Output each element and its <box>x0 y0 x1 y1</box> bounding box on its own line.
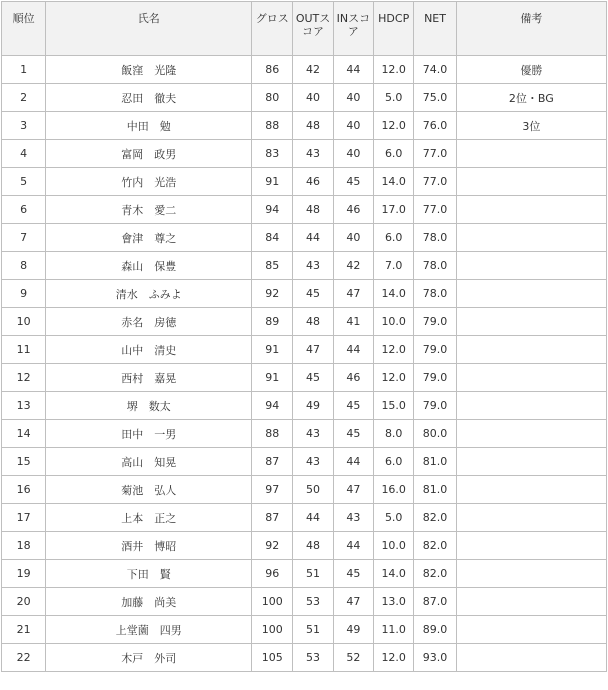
table-row <box>2 476 607 504</box>
cell-net: 77.0 <box>414 196 456 224</box>
cell-rank: 6 <box>2 196 46 224</box>
table-body <box>2 56 607 672</box>
cell-rank: 15 <box>2 448 46 476</box>
table-row <box>2 252 607 280</box>
table-row <box>2 364 607 392</box>
cell-net: 74.0 <box>414 56 456 84</box>
cell-name: 上堂薗 四男 <box>46 616 252 644</box>
cell-hdcp: 14.0 <box>374 560 414 588</box>
cell-name: 中田 勉 <box>46 112 252 140</box>
cell-hdcp: 12.0 <box>374 336 414 364</box>
header-gross: グロス <box>252 2 293 56</box>
table-row <box>2 112 607 140</box>
cell-rank: 12 <box>2 364 46 392</box>
cell-hdcp: 14.0 <box>374 280 414 308</box>
cell-in-score: 44 <box>333 532 373 560</box>
cell-gross: 88 <box>252 420 293 448</box>
cell-hdcp: 5.0 <box>374 84 414 112</box>
cell-name: 青木 愛二 <box>46 196 252 224</box>
cell-rank: 13 <box>2 392 46 420</box>
cell-note <box>456 448 606 476</box>
cell-hdcp: 6.0 <box>374 140 414 168</box>
cell-in-score: 45 <box>333 420 373 448</box>
cell-gross: 105 <box>252 644 293 672</box>
cell-gross: 86 <box>252 56 293 84</box>
cell-in-score: 44 <box>333 56 373 84</box>
table-header <box>2 2 607 56</box>
cell-name: 菊池 弘人 <box>46 476 252 504</box>
header-net: NET <box>414 2 456 56</box>
cell-net: 77.0 <box>414 168 456 196</box>
cell-out-score: 46 <box>293 168 333 196</box>
cell-rank: 4 <box>2 140 46 168</box>
table-row <box>2 616 607 644</box>
cell-name: 森山 保豊 <box>46 252 252 280</box>
table-row <box>2 196 607 224</box>
cell-hdcp: 12.0 <box>374 644 414 672</box>
cell-net: 87.0 <box>414 588 456 616</box>
header-in-score: INスコア <box>333 2 373 56</box>
cell-rank: 8 <box>2 252 46 280</box>
cell-out-score: 45 <box>293 280 333 308</box>
cell-net: 77.0 <box>414 140 456 168</box>
cell-out-score: 48 <box>293 308 333 336</box>
cell-in-score: 49 <box>333 616 373 644</box>
cell-in-score: 45 <box>333 168 373 196</box>
cell-out-score: 44 <box>293 504 333 532</box>
header-note: 備考 <box>456 2 606 56</box>
table-row <box>2 560 607 588</box>
cell-note <box>456 504 606 532</box>
cell-note <box>456 616 606 644</box>
cell-net: 93.0 <box>414 644 456 672</box>
cell-note <box>456 588 606 616</box>
cell-in-score: 45 <box>333 392 373 420</box>
table-row <box>2 504 607 532</box>
table-row <box>2 84 607 112</box>
cell-out-score: 44 <box>293 224 333 252</box>
table-row <box>2 420 607 448</box>
cell-rank: 3 <box>2 112 46 140</box>
cell-rank: 2 <box>2 84 46 112</box>
cell-hdcp: 17.0 <box>374 196 414 224</box>
cell-gross: 80 <box>252 84 293 112</box>
cell-out-score: 45 <box>293 364 333 392</box>
cell-out-score: 48 <box>293 532 333 560</box>
cell-rank: 1 <box>2 56 46 84</box>
cell-out-score: 48 <box>293 112 333 140</box>
cell-hdcp: 14.0 <box>374 168 414 196</box>
cell-out-score: 48 <box>293 196 333 224</box>
cell-out-score: 43 <box>293 448 333 476</box>
cell-gross: 91 <box>252 336 293 364</box>
cell-rank: 22 <box>2 644 46 672</box>
cell-name: 西村 嘉晃 <box>46 364 252 392</box>
cell-out-score: 40 <box>293 84 333 112</box>
cell-net: 79.0 <box>414 392 456 420</box>
cell-hdcp: 11.0 <box>374 616 414 644</box>
table-row <box>2 644 607 672</box>
cell-hdcp: 10.0 <box>374 532 414 560</box>
table-row <box>2 588 607 616</box>
cell-note <box>456 308 606 336</box>
cell-rank: 10 <box>2 308 46 336</box>
cell-name: 上本 正之 <box>46 504 252 532</box>
table-row <box>2 224 607 252</box>
cell-note <box>456 196 606 224</box>
cell-hdcp: 12.0 <box>374 364 414 392</box>
cell-name: 清水 ふみよ <box>46 280 252 308</box>
cell-out-score: 53 <box>293 644 333 672</box>
cell-out-score: 49 <box>293 392 333 420</box>
cell-gross: 87 <box>252 504 293 532</box>
cell-gross: 97 <box>252 476 293 504</box>
cell-net: 78.0 <box>414 252 456 280</box>
cell-hdcp: 15.0 <box>374 392 414 420</box>
cell-in-score: 42 <box>333 252 373 280</box>
cell-in-score: 40 <box>333 112 373 140</box>
cell-rank: 20 <box>2 588 46 616</box>
cell-name: 田中 一男 <box>46 420 252 448</box>
cell-note <box>456 532 606 560</box>
cell-hdcp: 16.0 <box>374 476 414 504</box>
cell-note: 3位 <box>456 112 606 140</box>
cell-in-score: 43 <box>333 504 373 532</box>
cell-rank: 11 <box>2 336 46 364</box>
header-row <box>2 2 607 56</box>
cell-gross: 92 <box>252 532 293 560</box>
cell-in-score: 44 <box>333 336 373 364</box>
cell-gross: 83 <box>252 140 293 168</box>
table-row <box>2 448 607 476</box>
cell-gross: 87 <box>252 448 293 476</box>
cell-note: 優勝 <box>456 56 606 84</box>
cell-gross: 94 <box>252 196 293 224</box>
cell-note <box>456 476 606 504</box>
table-row <box>2 168 607 196</box>
cell-rank: 18 <box>2 532 46 560</box>
header-name: 氏名 <box>46 2 252 56</box>
cell-hdcp: 7.0 <box>374 252 414 280</box>
cell-in-score: 47 <box>333 280 373 308</box>
cell-note <box>456 252 606 280</box>
cell-out-score: 53 <box>293 588 333 616</box>
cell-name: 堺 数太 <box>46 392 252 420</box>
cell-hdcp: 6.0 <box>374 224 414 252</box>
cell-name: 高山 知晃 <box>46 448 252 476</box>
cell-rank: 9 <box>2 280 46 308</box>
cell-hdcp: 5.0 <box>374 504 414 532</box>
cell-gross: 85 <box>252 252 293 280</box>
cell-net: 81.0 <box>414 448 456 476</box>
cell-gross: 91 <box>252 168 293 196</box>
cell-name: 會津 尊之 <box>46 224 252 252</box>
cell-gross: 88 <box>252 112 293 140</box>
cell-name: 赤名 房徳 <box>46 308 252 336</box>
cell-rank: 7 <box>2 224 46 252</box>
cell-in-score: 45 <box>333 560 373 588</box>
cell-note <box>456 336 606 364</box>
cell-note <box>456 364 606 392</box>
cell-name: 下田 賢 <box>46 560 252 588</box>
cell-in-score: 40 <box>333 140 373 168</box>
cell-out-score: 51 <box>293 616 333 644</box>
cell-out-score: 43 <box>293 420 333 448</box>
table-row <box>2 308 607 336</box>
cell-name: 山中 清史 <box>46 336 252 364</box>
cell-in-score: 52 <box>333 644 373 672</box>
cell-net: 79.0 <box>414 364 456 392</box>
cell-in-score: 46 <box>333 196 373 224</box>
cell-name: 富岡 政男 <box>46 140 252 168</box>
cell-note <box>456 280 606 308</box>
cell-hdcp: 8.0 <box>374 420 414 448</box>
cell-gross: 91 <box>252 364 293 392</box>
cell-net: 89.0 <box>414 616 456 644</box>
cell-note <box>456 560 606 588</box>
cell-out-score: 43 <box>293 140 333 168</box>
cell-net: 79.0 <box>414 336 456 364</box>
cell-rank: 16 <box>2 476 46 504</box>
cell-note <box>456 224 606 252</box>
cell-name: 加藤 尚美 <box>46 588 252 616</box>
cell-out-score: 42 <box>293 56 333 84</box>
cell-out-score: 43 <box>293 252 333 280</box>
cell-hdcp: 12.0 <box>374 112 414 140</box>
cell-rank: 17 <box>2 504 46 532</box>
cell-gross: 89 <box>252 308 293 336</box>
cell-net: 78.0 <box>414 224 456 252</box>
header-rank: 順位 <box>2 2 46 56</box>
cell-net: 82.0 <box>414 560 456 588</box>
cell-rank: 21 <box>2 616 46 644</box>
cell-in-score: 40 <box>333 224 373 252</box>
cell-net: 79.0 <box>414 308 456 336</box>
cell-gross: 84 <box>252 224 293 252</box>
table-row <box>2 392 607 420</box>
cell-in-score: 47 <box>333 476 373 504</box>
cell-in-score: 40 <box>333 84 373 112</box>
table-row <box>2 280 607 308</box>
cell-rank: 14 <box>2 420 46 448</box>
cell-net: 76.0 <box>414 112 456 140</box>
cell-in-score: 47 <box>333 588 373 616</box>
cell-rank: 19 <box>2 560 46 588</box>
cell-net: 78.0 <box>414 280 456 308</box>
table-row <box>2 336 607 364</box>
table-row <box>2 140 607 168</box>
cell-hdcp: 10.0 <box>374 308 414 336</box>
cell-net: 80.0 <box>414 420 456 448</box>
cell-out-score: 47 <box>293 336 333 364</box>
cell-gross: 96 <box>252 560 293 588</box>
cell-note <box>456 168 606 196</box>
cell-hdcp: 6.0 <box>374 448 414 476</box>
cell-hdcp: 13.0 <box>374 588 414 616</box>
cell-note <box>456 392 606 420</box>
cell-in-score: 46 <box>333 364 373 392</box>
cell-net: 82.0 <box>414 504 456 532</box>
header-out-score: OUTスコア <box>293 2 333 56</box>
cell-in-score: 41 <box>333 308 373 336</box>
cell-hdcp: 12.0 <box>374 56 414 84</box>
cell-gross: 100 <box>252 588 293 616</box>
cell-note <box>456 140 606 168</box>
cell-name: 木戸 外司 <box>46 644 252 672</box>
cell-net: 75.0 <box>414 84 456 112</box>
table-row <box>2 532 607 560</box>
cell-out-score: 51 <box>293 560 333 588</box>
cell-net: 82.0 <box>414 532 456 560</box>
cell-gross: 94 <box>252 392 293 420</box>
results-table <box>1 1 607 672</box>
cell-name: 竹内 光浩 <box>46 168 252 196</box>
cell-note <box>456 420 606 448</box>
cell-net: 81.0 <box>414 476 456 504</box>
cell-out-score: 50 <box>293 476 333 504</box>
cell-gross: 100 <box>252 616 293 644</box>
cell-note <box>456 644 606 672</box>
cell-rank: 5 <box>2 168 46 196</box>
cell-name: 飯窪 光隆 <box>46 56 252 84</box>
header-hdcp: HDCP <box>374 2 414 56</box>
cell-name: 忍田 徹夫 <box>46 84 252 112</box>
table-row <box>2 56 607 84</box>
cell-in-score: 44 <box>333 448 373 476</box>
cell-note: 2位・BG <box>456 84 606 112</box>
cell-name: 酒井 博昭 <box>46 532 252 560</box>
cell-gross: 92 <box>252 280 293 308</box>
